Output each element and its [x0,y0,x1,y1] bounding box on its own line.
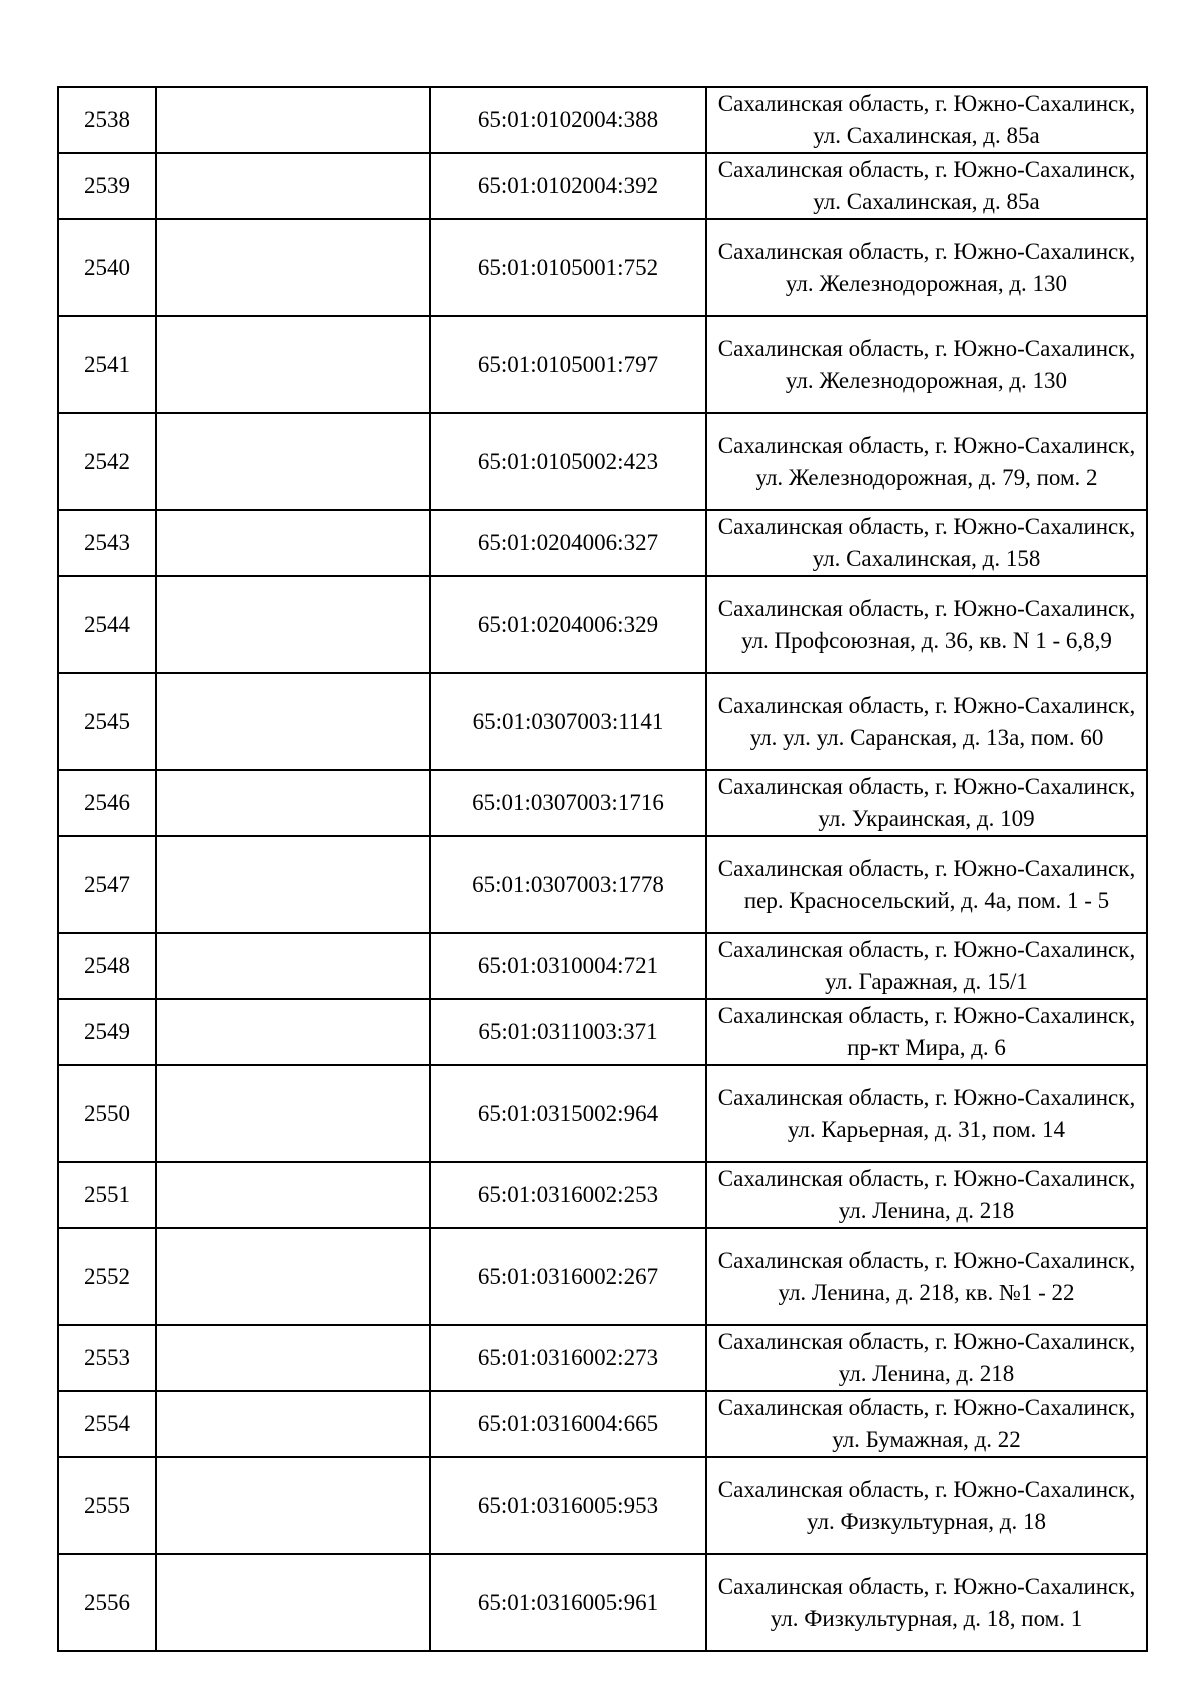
cadastral-number: 65:01:0307003:1141 [430,673,706,770]
table-row [58,1228,1147,1325]
row-number: 2552 [58,1228,156,1325]
row-name [156,316,430,413]
row-name [156,1162,430,1228]
address: Сахалинская область, г. Южно-Сахалинск, пр-кт Мира, д. 6 [706,999,1147,1065]
table-row [58,1554,1147,1651]
table-row [58,1162,1147,1228]
row-name [156,933,430,999]
table-row [58,87,1147,153]
table-row [58,219,1147,316]
address: Сахалинская область, г. Южно-Сахалинск, ул. Украинская, д. 109 [706,770,1147,836]
cadastral-number: 65:01:0102004:392 [430,153,706,219]
table-row [58,933,1147,999]
cadastral-number: 65:01:0316002:253 [430,1162,706,1228]
row-number: 2543 [58,510,156,576]
row-number: 2545 [58,673,156,770]
row-name [156,1325,430,1391]
address: Сахалинская область, г. Южно-Сахалинск, ул. Гаражная, д. 15/1 [706,933,1147,999]
registry-body [58,87,1147,1651]
address: Сахалинская область, г. Южно-Сахалинск, ул. Физкультурная, д. 18, пом. 1 [706,1554,1147,1651]
table-row [58,1391,1147,1457]
table-row [58,1065,1147,1162]
cadastral-number: 65:01:0204006:329 [430,576,706,673]
cadastral-number: 65:01:0102004:388 [430,87,706,153]
address: Сахалинская область, г. Южно-Сахалинск, ул. Бумажная, д. 22 [706,1391,1147,1457]
address: Сахалинская область, г. Южно-Сахалинск, ул. Сахалинская, д. 85а [706,153,1147,219]
cadastral-number: 65:01:0311003:371 [430,999,706,1065]
row-number: 2539 [58,153,156,219]
row-name [156,413,430,510]
address: Сахалинская область, г. Южно-Сахалинск, ул. Железнодорожная, д. 130 [706,316,1147,413]
address: Сахалинская область, г. Южно-Сахалинск, ул. Сахалинская, д. 85а [706,87,1147,153]
row-name [156,1228,430,1325]
cadastral-number: 65:01:0316004:665 [430,1391,706,1457]
cadastral-number: 65:01:0310004:721 [430,933,706,999]
row-name [156,87,430,153]
row-number: 2556 [58,1554,156,1651]
table-row [58,999,1147,1065]
address: Сахалинская область, г. Южно-Сахалинск, ул. Ленина, д. 218 [706,1325,1147,1391]
row-number: 2554 [58,1391,156,1457]
row-number: 2551 [58,1162,156,1228]
cadastral-number: 65:01:0315002:964 [430,1065,706,1162]
row-name [156,1554,430,1651]
table-row [58,770,1147,836]
row-number: 2547 [58,836,156,933]
row-number: 2553 [58,1325,156,1391]
address: Сахалинская область, г. Южно-Сахалинск, ул. Ленина, д. 218, кв. №1 - 22 [706,1228,1147,1325]
cadastral-number: 65:01:0204006:327 [430,510,706,576]
row-number: 2544 [58,576,156,673]
row-number: 2540 [58,219,156,316]
table-row [58,413,1147,510]
table-row [58,510,1147,576]
row-name [156,673,430,770]
address: Сахалинская область, г. Южно-Сахалинск, ул. Железнодорожная, д. 130 [706,219,1147,316]
cadastral-number: 65:01:0105001:797 [430,316,706,413]
address: Сахалинская область, г. Южно-Сахалинск, ул. Железнодорожная, д. 79, пом. 2 [706,413,1147,510]
cadastral-number: 65:01:0307003:1778 [430,836,706,933]
table-row [58,836,1147,933]
row-name [156,1065,430,1162]
row-name [156,836,430,933]
cadastral-number: 65:01:0307003:1716 [430,770,706,836]
row-name [156,576,430,673]
address: Сахалинская область, г. Южно-Сахалинск, ул. Карьерная, д. 31, пом. 14 [706,1065,1147,1162]
table-row [58,1325,1147,1391]
row-name [156,1457,430,1554]
row-number: 2538 [58,87,156,153]
cadastral-number: 65:01:0105001:752 [430,219,706,316]
row-name [156,1391,430,1457]
row-number: 2555 [58,1457,156,1554]
address: Сахалинская область, г. Южно-Сахалинск, ул. Сахалинская, д. 158 [706,510,1147,576]
table-row [58,153,1147,219]
row-name [156,510,430,576]
table-row [58,673,1147,770]
cadastral-number: 65:01:0316005:953 [430,1457,706,1554]
address: Сахалинская область, г. Южно-Сахалинск, ул. Физкультурная, д. 18 [706,1457,1147,1554]
cadastral-number: 65:01:0316002:273 [430,1325,706,1391]
row-number: 2541 [58,316,156,413]
cadastral-number: 65:01:0316005:961 [430,1554,706,1651]
row-number: 2546 [58,770,156,836]
address: Сахалинская область, г. Южно-Сахалинск, ул. Профсоюзная, д. 36, кв. N 1 - 6,8,9 [706,576,1147,673]
table-row [58,576,1147,673]
row-number: 2550 [58,1065,156,1162]
row-name [156,999,430,1065]
row-number: 2549 [58,999,156,1065]
cadastral-number: 65:01:0105002:423 [430,413,706,510]
address: Сахалинская область, г. Южно-Сахалинск, пер. Красносельский, д. 4а, пом. 1 - 5 [706,836,1147,933]
table-row [58,316,1147,413]
row-name [156,153,430,219]
address: Сахалинская область, г. Южно-Сахалинск, ул. ул. ул. Саранская, д. 13а, пом. 60 [706,673,1147,770]
cadastral-number: 65:01:0316002:267 [430,1228,706,1325]
property-registry-table [57,86,1148,1652]
address: Сахалинская область, г. Южно-Сахалинск, ул. Ленина, д. 218 [706,1162,1147,1228]
row-number: 2542 [58,413,156,510]
row-name [156,219,430,316]
row-name [156,770,430,836]
table-row [58,1457,1147,1554]
row-number: 2548 [58,933,156,999]
